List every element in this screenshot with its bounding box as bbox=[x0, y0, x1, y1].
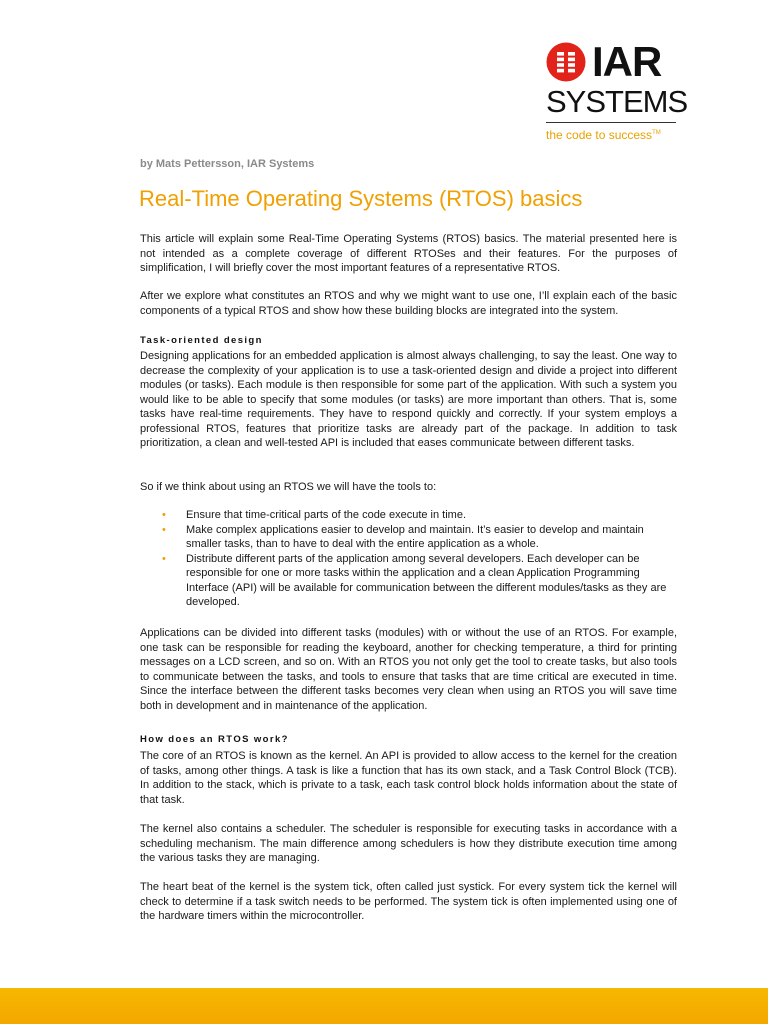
footer-accent-bar bbox=[0, 988, 768, 1024]
author-byline: by Mats Pettersson, IAR Systems bbox=[140, 158, 315, 170]
section-heading-task-oriented: Task-oriented design bbox=[140, 335, 263, 346]
logo-brand: IAR bbox=[592, 38, 662, 85]
section-heading-how-rtos-works: How does an RTOS work? bbox=[140, 734, 289, 745]
list-item: • Ensure that time-critical parts of the code execute in time. bbox=[162, 509, 467, 521]
article-title: Real-Time Operating Systems (RTOS) basics bbox=[139, 186, 583, 211]
list-item: • Make complex applications easier to develop and maintain. It’s easier to develop and maintain smaller tasks, than to have to deal with the entire application as a whole. bbox=[162, 523, 644, 550]
iar-systems-logo bbox=[544, 38, 688, 148]
intro-paragraph-2: After we explore what constitutes an RTOS and why we might want to use one, I’ll explain each of the basic components of a typical RTOS and show how these building blocks are integrated into the system. bbox=[140, 290, 677, 317]
iar-emblem-icon bbox=[546, 42, 586, 82]
systick-paragraph: The heart beat of the kernel is the system tick, often called just systick. For every system tick the kernel will check to determine if a task switch needs to be performed. The system tick is often implemented using one of the hardware timers within the microcontroller. bbox=[140, 881, 677, 922]
logo-tagline: the code to success™ bbox=[546, 128, 661, 142]
tools-intro-paragraph: So if we think about using an RTOS we will have the tools to: bbox=[140, 481, 437, 493]
intro-paragraph-1: This article will explain some Real-Time Operating Systems (RTOS) basics. The material presented here is not intended as a complete coverage of different RTOSes and their features. For the purposes of simplification, I will briefly cover the most important features of a representative RTOS. bbox=[140, 233, 677, 274]
applications-paragraph: Applications can be divided into different tasks (modules) with or without the use of an RTOS. For example, one task can be responsible for reading the keyboard, another for checking temperature, a third for printing messages on a LCD screen, and so on. With an RTOS you not only get the tool to create tasks, but also tools to communicate between the tasks, and tools to ensure that tasks that are time critical are executed in time. Since the interface between the different tasks becomes very clean when using an RTOS you will save time both in development and in maintenance of the application. bbox=[140, 627, 677, 712]
bullet-icon: • bbox=[162, 523, 166, 536]
tools-bullet-list bbox=[140, 508, 677, 610]
logo-brand-line2: SYSTEMS bbox=[546, 84, 688, 119]
trademark-mark: TM bbox=[652, 130, 661, 136]
bullet-icon: • bbox=[162, 552, 166, 565]
list-item: • Distribute different parts of the application among several developers. Each developer can be responsible for one or more tasks within the application and a clean Application Programming Interface (API) will be available for communication between the different modules/tasks as they are developed. bbox=[162, 552, 667, 608]
task-oriented-paragraph: Designing applications for an embedded application is almost always challenging, to say the least. One way to decrease the complexity of your application is to use a task-oriented design and divide a project into different modules (or tasks). Each module is then responsible for some part of the application. With such a system you would like to be able to specify that some modules (or tasks) are more important than others. That is, some tasks have real-time requirements. They have to respond quickly and correctly. If your system employs a professional RTOS, features that prioritize tasks are already part of the package. In addition to task prioritization, a clean and well-tested API is included that eases communicate between different tasks. bbox=[140, 350, 677, 449]
logo-divider bbox=[546, 122, 676, 123]
kernel-paragraph: The core of an RTOS is known as the kernel. An API is provided to allow access to the kernel for the creation of tasks, among other things. A task is like a function that has its own stack, and a Task Control Block (TCB). In addition to the stack, which is private to a task, each task control block holds information about the state of that task. bbox=[140, 750, 677, 806]
scheduler-paragraph: The kernel also contains a scheduler. The scheduler is responsible for executing tasks in accordance with a scheduling mechanism. The main difference among schedulers is how they distribute execution time among the various tasks they are managing. bbox=[140, 823, 677, 864]
bullet-icon: • bbox=[162, 509, 166, 521]
